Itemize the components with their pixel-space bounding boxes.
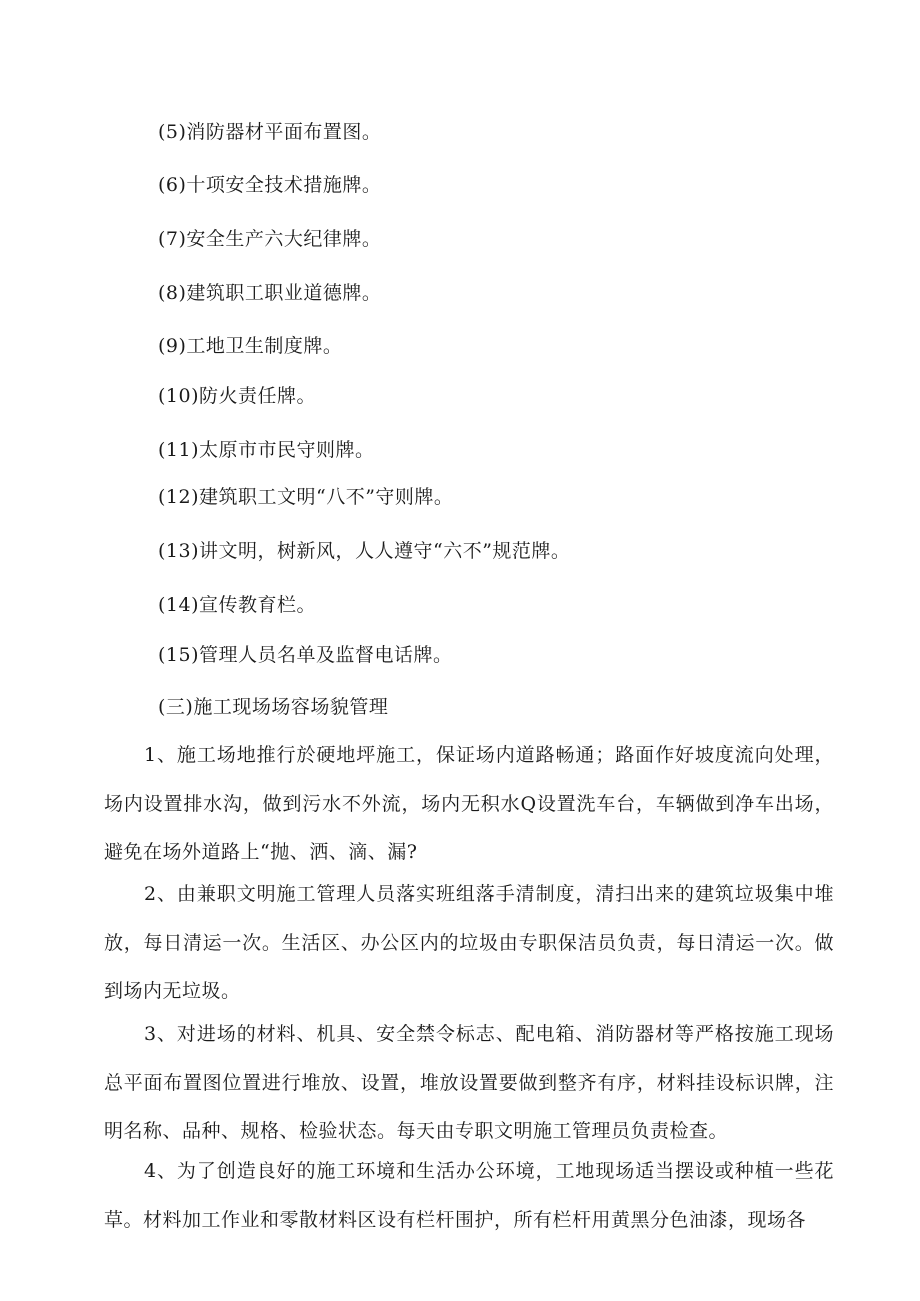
paragraph: 4、为了创造良好的施工环境和生活办公环境，工地现场适当摆设或种植一些花草。材料加工作业和零散材料区设有栏杆围护，所有栏杆用黄黑分色油漆，现场各 bbox=[104, 1160, 834, 1231]
paragraph: 2、由兼职文明施工管理人员落实班组落手清制度，清扫出来的建筑垃圾集中堆放，每日清运一次。生活区、办公区内的垃圾由专职保洁员负责，每日清运一次。做到场内无垃圾。 bbox=[104, 883, 834, 1002]
list-item: (8)建筑职工职业道德牌。 bbox=[158, 282, 382, 304]
list-item: (6)十项安全技术措施牌。 bbox=[158, 174, 382, 196]
list-item: (10)防火责任牌。 bbox=[158, 385, 317, 407]
section-heading: (三)施工现场场容场貌管理 bbox=[158, 696, 389, 718]
paragraph: 3、对进场的材料、机具、安全禁令标志、配电箱、消防器材等严格按施工现场总平面布置图位置进行堆放、设置，堆放设置要做到整齐有序，材料挂设标识牌，注明名称、品种、规格、检验状态。每天由专职文明施工管理员负责检查。 bbox=[104, 1023, 834, 1142]
list-item: (13)讲文明，树新风，人人遵守“六不”规范牌。 bbox=[158, 540, 571, 562]
list-item: (14)宣传教育栏。 bbox=[158, 594, 317, 616]
list-item: (15)管理人员名单及监督电话牌。 bbox=[158, 644, 453, 666]
paragraph: 1、施工场地推行於硬地坪施工，保证场内道路畅通；路面作好坡度流向处理，场内设置排水沟，做到污水不外流，场内无积水Q设置洗车台，车辆做到净车出场，避免在场外道路上“抛、洒、滴、漏? bbox=[104, 744, 834, 863]
list-item: (12)建筑职工文明“八不”守则牌。 bbox=[158, 486, 454, 508]
list-item: (5)消防器材平面布置图。 bbox=[158, 121, 382, 143]
list-item: (7)安全生产六大纪律牌。 bbox=[158, 228, 382, 250]
list-item: (9)工地卫生制度牌。 bbox=[158, 335, 343, 357]
list-item: (11)太原市市民守则牌。 bbox=[158, 439, 375, 461]
